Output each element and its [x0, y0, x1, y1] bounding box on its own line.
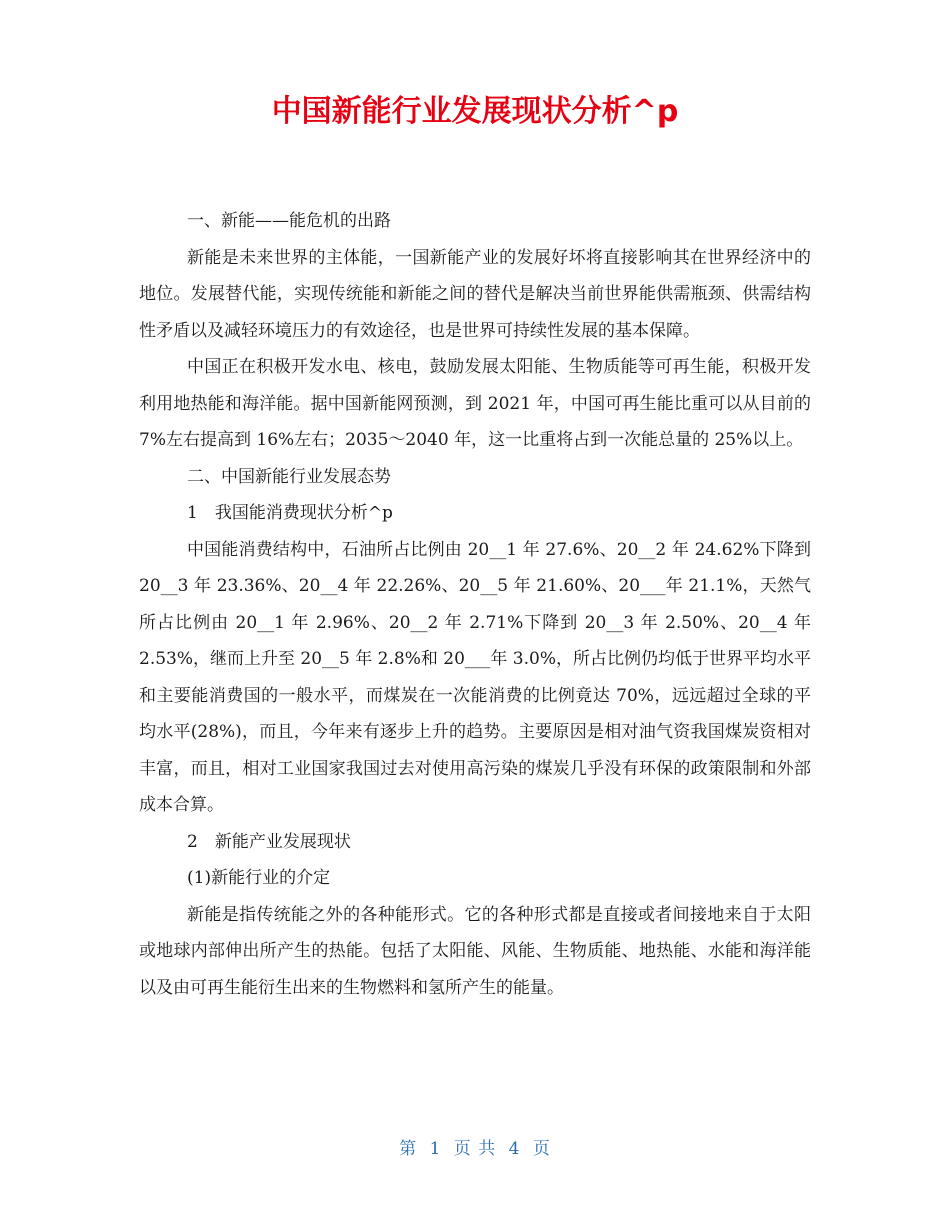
footer-page-number: 1 — [429, 1139, 442, 1159]
subsection-heading-2: 2 新能产业发展现状 — [187, 831, 351, 852]
paragraph: 新能是指传统能之外的各种能形式。它的各种形式都是直接或者间接地来自于太阳或地球内部伸出所产生的热能。包括了太阳能、风能、生物质能、地热能、水能和海洋能以及由可再生能衍生出来的生物燃料和氢所产生的能量。 — [139, 904, 811, 998]
section-heading-2: 二、中国新能行业发展态势 — [187, 466, 391, 487]
document-title: 中国新能行业发展现状分析^p — [271, 94, 679, 129]
page-footer — [0, 1134, 950, 1159]
subsection-heading-3: (1)新能行业的介定 — [187, 868, 331, 888]
paragraph: 新能是未来世界的主体能，一国新能产业的发展好坏将直接影响其在世界经济中的地位。发展替代能，实现传统能和新能之间的替代是解决当前世界能供需瓶颈、供需结构性矛盾以及减轻环境压力的有效途径，也是世界可持续性发展的基本保障。 — [139, 247, 811, 341]
footer-suffix: 页 — [532, 1139, 551, 1159]
document-body — [139, 203, 811, 1006]
paragraph: 中国正在积极开发水电、核电，鼓励发展太阳能、生物质能等可再生能，积极开发利用地热能和海洋能。据中国新能网预测，到 2021 年，中国可再生能比重可以从目前的 7%左右提高到 16%左右；2035～2040 年，这一比重将占到一次能总量的 25%以上。 — [139, 357, 811, 450]
subsection-heading-1: 1 我国能消费现状分析^p — [187, 503, 393, 523]
footer-middle: 页 共 — [453, 1139, 497, 1159]
footer-prefix: 第 — [399, 1139, 418, 1159]
footer-total-pages: 4 — [508, 1139, 521, 1159]
section-heading-1: 一、新能——能危机的出路 — [187, 211, 391, 231]
paragraph: 中国能消费结构中，石油所占比例由 20__1 年 27.6%、20__2 年 24.62%下降到 20__3 年 23.36%、20__4 年 22.26%、20__5 年 21.60%、20___年 21.1%，天然气所占比例由 20__1 年 2.96%、20__2 年 2.71%下降到 20__3 年 2.50%、20__4 年 2.53%，继而上升至 20__5 年 2.8%和 20___年 3.0%，所占比例仍均低于世界平均水平和主要能消费国的一般水平，而煤炭在一次能消费的比例竟达 70%，远远超过全球的平均水平(28%)，而且，今年来有逐步上升的趋势。主要原因是相对油气资我国煤炭资相对丰富，而且，相对工业国家我国过去对使用高污染的煤炭几乎没有环保的政策限制和外部成本合算。 — [139, 539, 811, 815]
